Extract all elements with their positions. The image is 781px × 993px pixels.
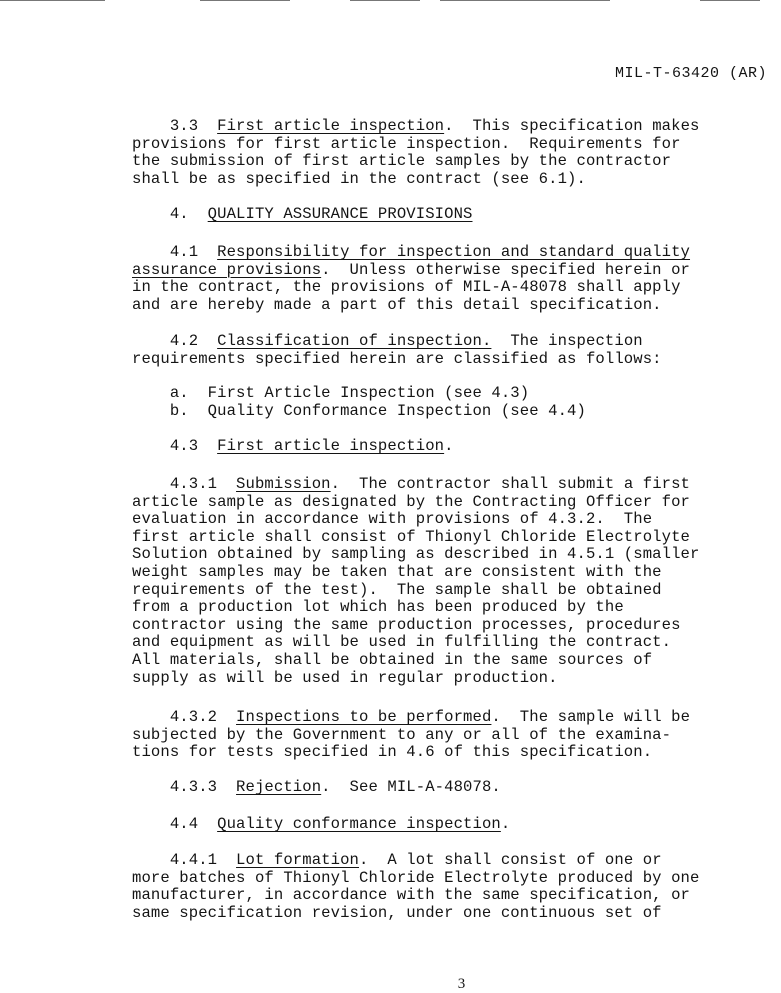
top-rule-1	[0, 0, 105, 1]
top-rule-4	[440, 0, 610, 1]
section-4-3-title: First article inspection	[217, 437, 445, 455]
section-4-heading: 4. QUALITY ASSURANCE PROVISIONS	[132, 205, 473, 223]
list-item: b. Quality Conformance Inspection (see 4.4)	[132, 401, 586, 420]
section-4-3-heading: 4.3 First article inspection.	[132, 437, 454, 455]
section-4-3-3: 4.3.3 Rejection. See MIL-A-48078.	[132, 778, 501, 796]
section-4-3-1: 4.3.1 Submission. The contractor shall submit a first article sample as designated by the Contracting Officer for evaluation in accordance with provisions of 4.3.2. The first article shall consist of Thionyl Chloride Electrolyte Solution obtained by sampling as described in 4.5.1 (smaller weight samples may be taken that are consistent with the requirements of the test). The sample shall be obtained from a production lot which has been produced by the contractor using the same production processes, procedures and equipment as will be used in fulfilling the contract. All materials, shall be obtained in the same sources of supply as will be used in regular production.	[132, 475, 700, 687]
section-3-3: 3.3 First article inspection. This specification makes provisions for first article inspection. Requirements for the submission of first article samples by the contractor shall be as specified in the contract (see 6.1).	[132, 117, 700, 188]
document-id-header: MIL-T-63420 (AR)	[614, 65, 767, 82]
top-rule-5	[700, 0, 760, 1]
section-3-3-title: First article inspection	[217, 117, 445, 135]
section-4-3-3-title: Rejection	[236, 778, 322, 796]
section-4-4-heading: 4.4 Quality conformance inspection.	[132, 815, 511, 833]
top-rule-2	[200, 0, 290, 1]
section-4-2-title: Classification of inspection.	[217, 332, 492, 350]
section-4-title: QUALITY ASSURANCE PROVISIONS	[207, 205, 473, 223]
section-4-4-title: Quality conformance inspection	[217, 815, 501, 833]
list-item: a. First Article Inspection (see 4.3)	[132, 384, 530, 402]
page-number: 3	[457, 976, 466, 992]
section-4-3-2-title: Inspections to be performed	[236, 708, 492, 726]
section-4-2: 4.2 Classification of inspection. The inspection requirements specified herein are classified as follows:	[132, 332, 662, 368]
section-4-4-1-title: Lot formation	[236, 851, 359, 869]
section-4-4-1: 4.4.1 Lot formation. A lot shall consist of one or more batches of Thionyl Chloride Electrolyte produced by one manufacturer, in accordance with the same specification, or same specification revision, under one continuous set of	[132, 851, 700, 922]
section-4-1-title: Responsibility for inspection and standard quality	[217, 243, 691, 261]
classification-list	[132, 385, 781, 420]
section-4-3-1-title: Submission	[236, 475, 331, 493]
top-rule-3	[350, 0, 420, 1]
section-4-1: 4.1 Responsibility for inspection and standard quality assurance provisions. Unless otherwise specified herein or in the contract, the provisions of MIL-A-48078 shall apply and are hereby made a part of this detail specification.	[132, 243, 691, 314]
section-4-3-2: 4.3.2 Inspections to be performed. The sample will be subjected by the Government to any or all of the examina- tions for tests specified in 4.6 of this specification.	[132, 708, 691, 762]
